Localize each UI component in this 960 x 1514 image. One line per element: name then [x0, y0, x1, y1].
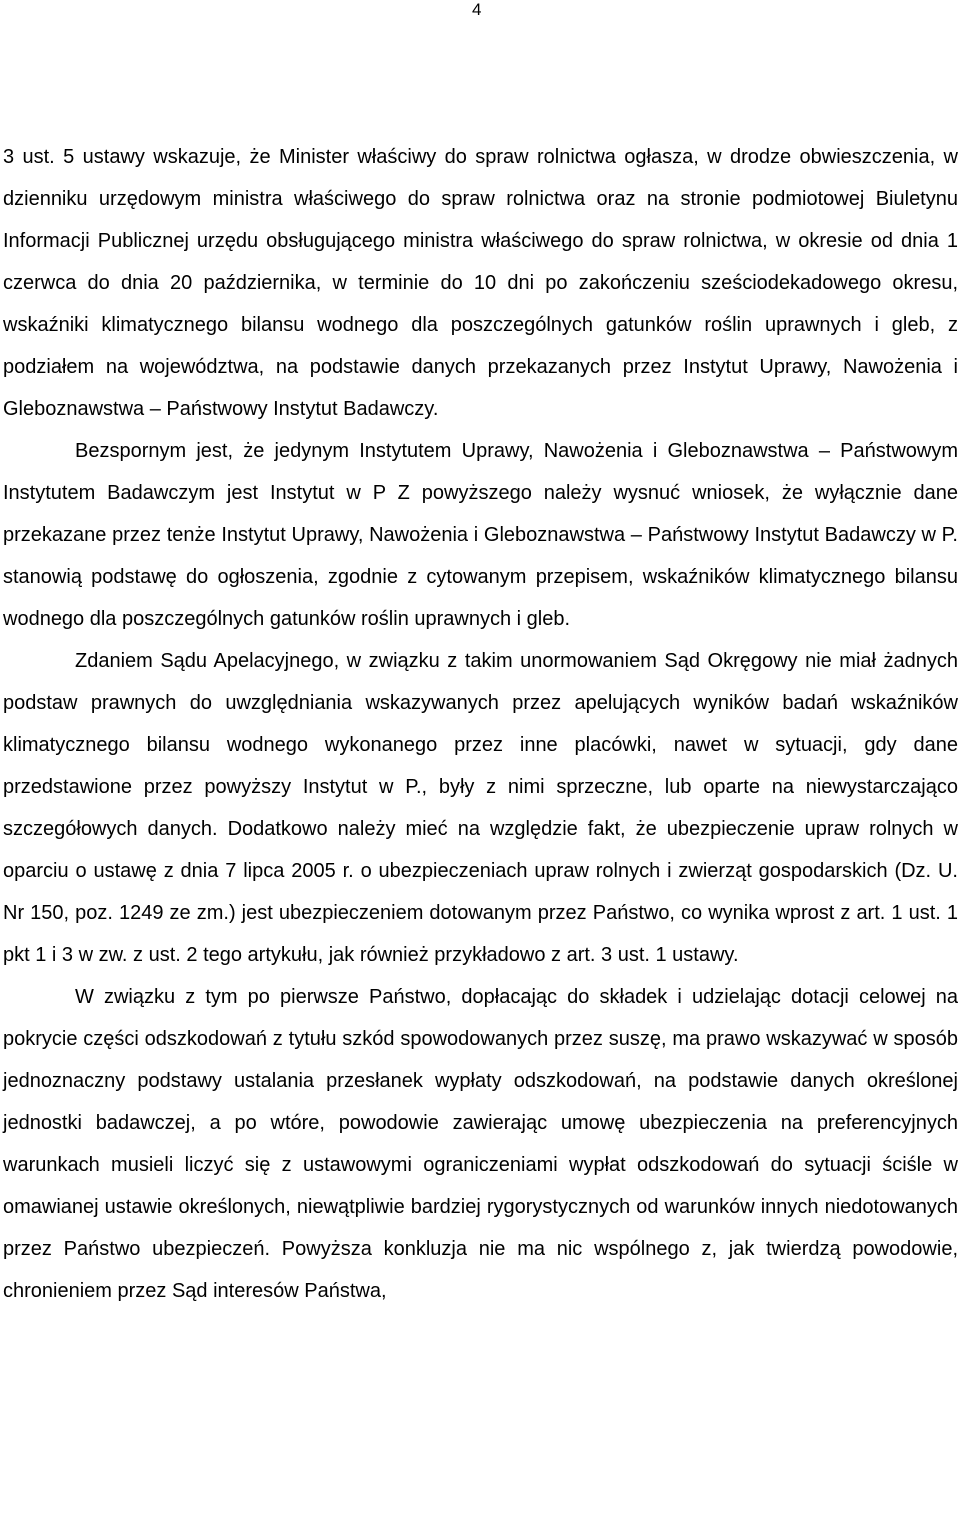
page-number: 4 — [472, 0, 482, 19]
document-body — [3, 136, 958, 1312]
paragraph-bezspornym: Bezspornym jest, że jedynym Instytutem Uprawy, Nawożenia i Gleboznawstwa – Państwowym Instytutem Badawczym jest Instytut w P Z powyższego należy wysnuć wniosek, że wyłącznie dane przekazane przez tenże Instytut Uprawy, Nawożenia i Gleboznawstwa – Państwowy Instytut Badawczy w P. stanowią podstawę do ogłoszenia, zgodnie z cytowanym przepisem, wskaźników klimatycznego bilansu wodnego dla poszczególnych gatunków roślin uprawnych i gleb. — [3, 440, 958, 630]
paragraph-zdaniem: Zdaniem Sądu Apelacyjnego, w związku z takim unormowaniem Sąd Okręgowy nie miał żadnych podstaw prawnych do uwzględniania wskazywanych przez apelujących wyników badań wskaźników klimatycznego bilansu wodnego wykonanego przez inne placówki, nawet w sytuacji, gdy dane przedstawione przez powyższy Instytut w P., były z nimi sprzeczne, lub oparte na niewystarczająco szczegółowych danych. Dodatkowo należy mieć na względzie fakt, że ubezpieczenie upraw rolnych w oparciu o ustawę z dnia 7 lipca 2005 r. o ubezpieczeniach upraw rolnych i zwierząt gospodarskich (Dz. U. Nr 150, poz. 1249 ze zm.) jest ubezpieczeniem dotowanym przez Państwo, co wynika wprost z art. 1 ust. 1 pkt 1 i 3 w zw. z ust. 2 tego artykułu, jak również przykładowo z art. 3 ust. 1 ustawy. — [3, 650, 958, 966]
paragraph-continuation: 3 ust. 5 ustawy wskazuje, że Minister właściwy do spraw rolnictwa ogłasza, w drodze obwieszczenia, w dzienniku urzędowym ministra właściwego do spraw rolnictwa oraz na stronie podmiotowej Biuletynu Informacji Publicznej urzędu obsługującego ministra właściwego do spraw rolnictwa, w okresie od dnia 1 czerwca do dnia 20 października, w terminie do 10 dni po zakończeniu sześciodekadowego okresu, wskaźniki klimatycznego bilansu wodnego dla poszczególnych gatunków roślin uprawnych i gleb, z podziałem na województwa, na podstawie danych przekazanych przez Instytut Uprawy, Nawożenia i Gleboznawstwa – Państwowy Instytut Badawczy. — [3, 146, 958, 420]
paragraph-w-zwiazku: W związku z tym po pierwsze Państwo, dopłacając do składek i udzielając dotacji celowej na pokrycie części odszkodowań z tytułu szkód spowodowanych przez suszę, ma prawo wskazywać w sposób jednoznaczny podstawy ustalania przesłanek wypłaty odszkodowań, na podstawie danych określonej jednostki badawczej, a po wtóre, powodowie zawierając umowę ubezpieczenia na preferencyjnych warunkach musieli liczyć się z ustawowymi ograniczeniami wypłat odszkodowań do sytuacji ściśle w omawianej ustawie określonych, niewątpliwie bardziej rygorystycznych od warunków innych niedotowanych przez Państwo ubezpieczeń. Powyższa konkluzja nie ma nic wspólnego z, jak twierdzą powodowie, chronieniem przez Sąd interesów Państwa, — [3, 986, 958, 1302]
